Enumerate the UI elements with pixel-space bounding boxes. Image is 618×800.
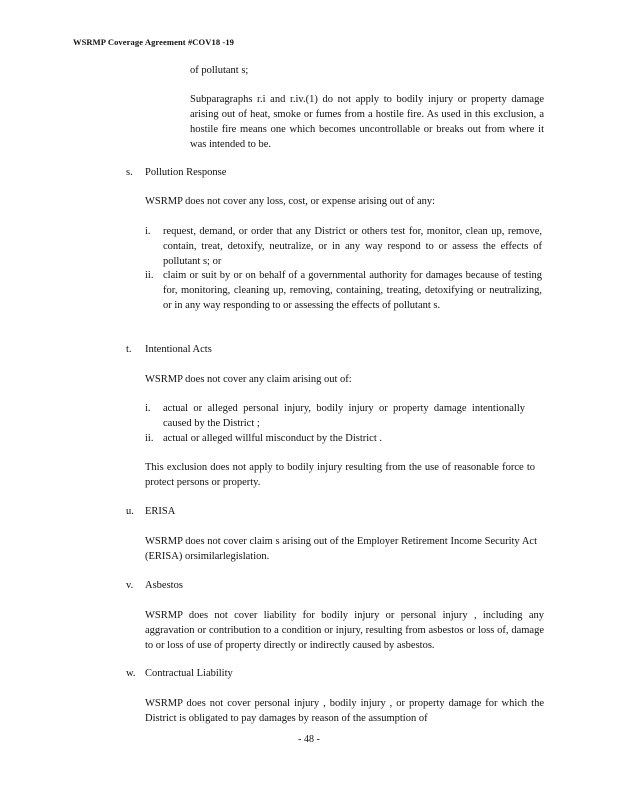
list-item-number: i. [145,403,151,414]
list-item-number: ii. [145,270,154,281]
list-item [145,224,542,269]
list-item [145,268,542,328]
section-w-title: Contractual Liability [145,668,233,679]
section-t-note: This exclusion does not apply to bodily injury resulting from the use of reasonable force to protect persons or property. [145,462,535,488]
list-item-text: request, demand, or order that any District or others test for, monitor, clean up, remove, contain, treat, detoxify, neutralize, or in any way respond to or assess the effects of pollutant s; or [163,226,542,267]
section-s-intro: WSRMP does not cover any loss, cost, or expense arising out of any: [145,196,436,207]
section-v-letter: v. [126,580,134,591]
page-header: WSRMP Coverage Agreement #COV18 -19 [73,37,235,47]
list-item-text: claim or suit by or on behalf of a governmental authority for damages because of testing for, monitoring, cleaning up, removing, containing, treating, detoxifying or neutralizing, or in any way responding to or assessing the effects of pollutant s. [163,270,542,311]
continued-line: of pollutant s; [190,65,249,76]
section-v-title: Asbestos [145,580,183,591]
section-s-letter: s. [126,167,133,178]
section-t-intro: WSRMP does not cover any claim arising out of: [145,374,352,385]
list-item-text: actual or alleged personal injury, bodily injury or property damage intentionally caused by the District ; [163,403,525,429]
list-item [145,401,542,431]
section-u-body: WSRMP does not cover claim s arising out of the Employer Retirement Income Security Act (ERISA) orsimilarlegislation. [145,536,537,562]
section-u-title: ERISA [145,506,176,517]
continued-paragraph: Subparagraphs r.i and r.iv.(1) do not apply to bodily injury or property damage arising out of heat, smoke or fumes from a hostile fire. As used in this exclusion, a hostile fire means one which becomes uncontrollable or breaks out from where it was intended to be. [190,94,544,150]
page-number: - 48 - [298,734,320,745]
section-u-letter: u. [126,506,134,517]
list-item-text: actual or alleged willful misconduct by the District . [163,433,382,444]
section-s-title: Pollution Response [145,167,227,178]
list-item [145,431,542,446]
section-w-body: WSRMP does not cover personal injury , bodily injury , or property damage for which the District is obligated to pay damages by reason of the assumption of [145,698,544,724]
list-item-number: ii. [145,433,154,444]
list-item-number: i. [145,226,151,237]
section-w-letter: w. [126,668,136,679]
section-v-body: WSRMP does not cover liability for bodily injury or personal injury , including any aggravation or contribution to a condition or injury, resulting from asbestos or loss of, damage to or loss of use of property directly or indirectly caused by asbestos. [145,610,544,651]
section-t-letter: t. [126,344,132,355]
section-t-title: Intentional Acts [145,344,212,355]
